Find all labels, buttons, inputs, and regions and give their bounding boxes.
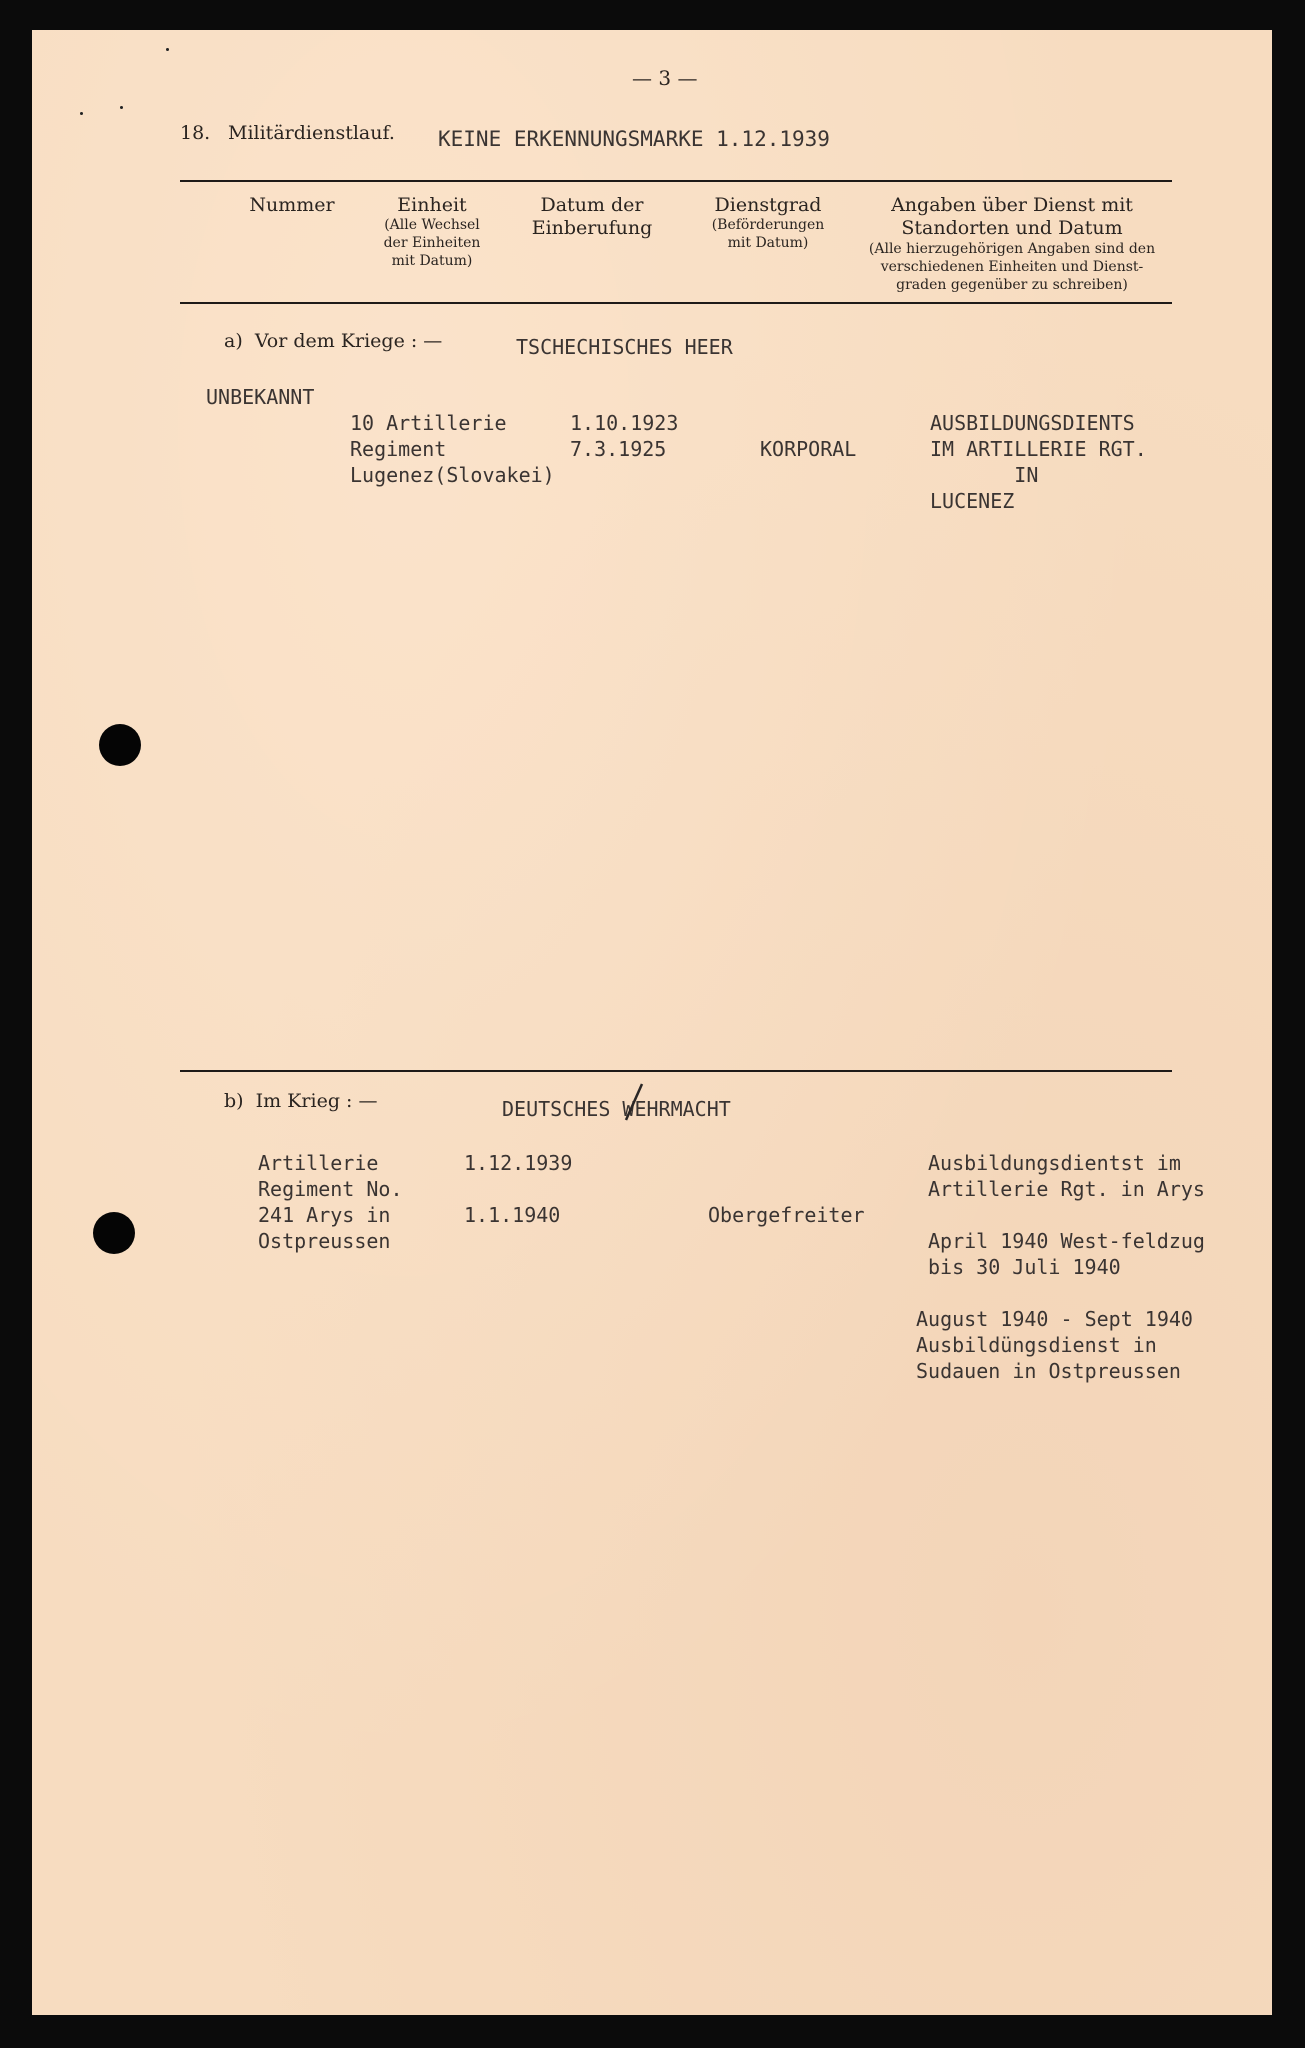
column-header-datum: Datum der Einberufung <box>531 194 653 239</box>
part-a-dienstgrad: KORPORAL <box>760 437 857 461</box>
header-bottom-rule <box>180 302 1172 304</box>
column-header-einheit-sub: (Alle Wechsel der Einheiten mit Datum) <box>383 217 481 269</box>
part-b-angaben-1: Ausbildungsdientst im Artillerie Rgt. in Arys <box>928 1151 1205 1201</box>
section-typed-note: KEINE ERKENNUNGSMARKE 1.12.1939 <box>438 127 830 151</box>
column-header-angaben-sub: (Alle hierzugehörigen Angaben sind den verschiedenen Einheiten und Dienst- graden gegenüber zu schreiben) <box>868 241 1156 293</box>
punch-hole-lower <box>93 1212 135 1254</box>
part-b-label: b) Im Krieg : — <box>224 1090 378 1112</box>
page-number: — 3 — <box>632 66 698 90</box>
column-header-dienstgrad-title: Dienstgrad <box>714 194 822 216</box>
column-header-angaben-title: Angaben über Dienst mit Standorten und Datum <box>891 194 1133 239</box>
document-page <box>32 30 1272 2015</box>
column-header-dienstgrad-sub: (Beförderungen mit Datum) <box>711 217 825 251</box>
part-a-datum: 1.10.1923 7.3.1925 <box>570 411 679 461</box>
part-b-einheit: Artillerie Regiment No. 241 Arys in Ostpreussen <box>258 1151 403 1253</box>
part-b-datum: 1.12.1939 1.1.1940 <box>464 1151 573 1227</box>
column-header-angaben <box>842 194 1182 294</box>
part-a-label: a) Vor dem Kriege : — <box>224 330 443 352</box>
part-b-dienstgrad: Obergefreiter <box>708 1203 865 1227</box>
section-title: Militärdienstlauf. <box>228 122 395 144</box>
slash-correction-mark <box>622 1082 646 1122</box>
part-b-top-rule <box>180 1070 1172 1072</box>
column-header-dienstgrad <box>688 194 848 252</box>
part-a-typed-heading: TSCHECHISCHES HEER <box>516 335 733 359</box>
speck <box>166 48 169 51</box>
part-b-angaben-2: April 1940 West-feldzug bis 30 Juli 1940 <box>928 1229 1205 1279</box>
punch-hole-upper <box>99 724 141 766</box>
column-header-einheit-title: Einheit <box>397 194 467 216</box>
part-a-nummer: UNBEKANNT <box>206 385 315 409</box>
section-number: 18. <box>180 122 211 144</box>
part-a-einheit: 10 Artillerie Regiment Lugenez(Slovakei) <box>350 411 555 487</box>
part-b-angaben-3: August 1940 - Sept 1940 Ausbildüngsdienst in Sudauen in Ostpreussen <box>916 1307 1193 1383</box>
speck <box>80 112 83 115</box>
speck <box>120 106 123 109</box>
column-header-einheit <box>352 194 512 270</box>
part-a-angaben: AUSBILDUNGSDIENTS IM ARTILLERIE RGT. IN LUCENEZ <box>930 411 1147 513</box>
column-header-nummer: Nummer <box>249 194 335 216</box>
header-top-rule <box>180 180 1172 182</box>
part-b-typed-heading: DEUTSCHES WEHRMACHT <box>502 1097 731 1121</box>
